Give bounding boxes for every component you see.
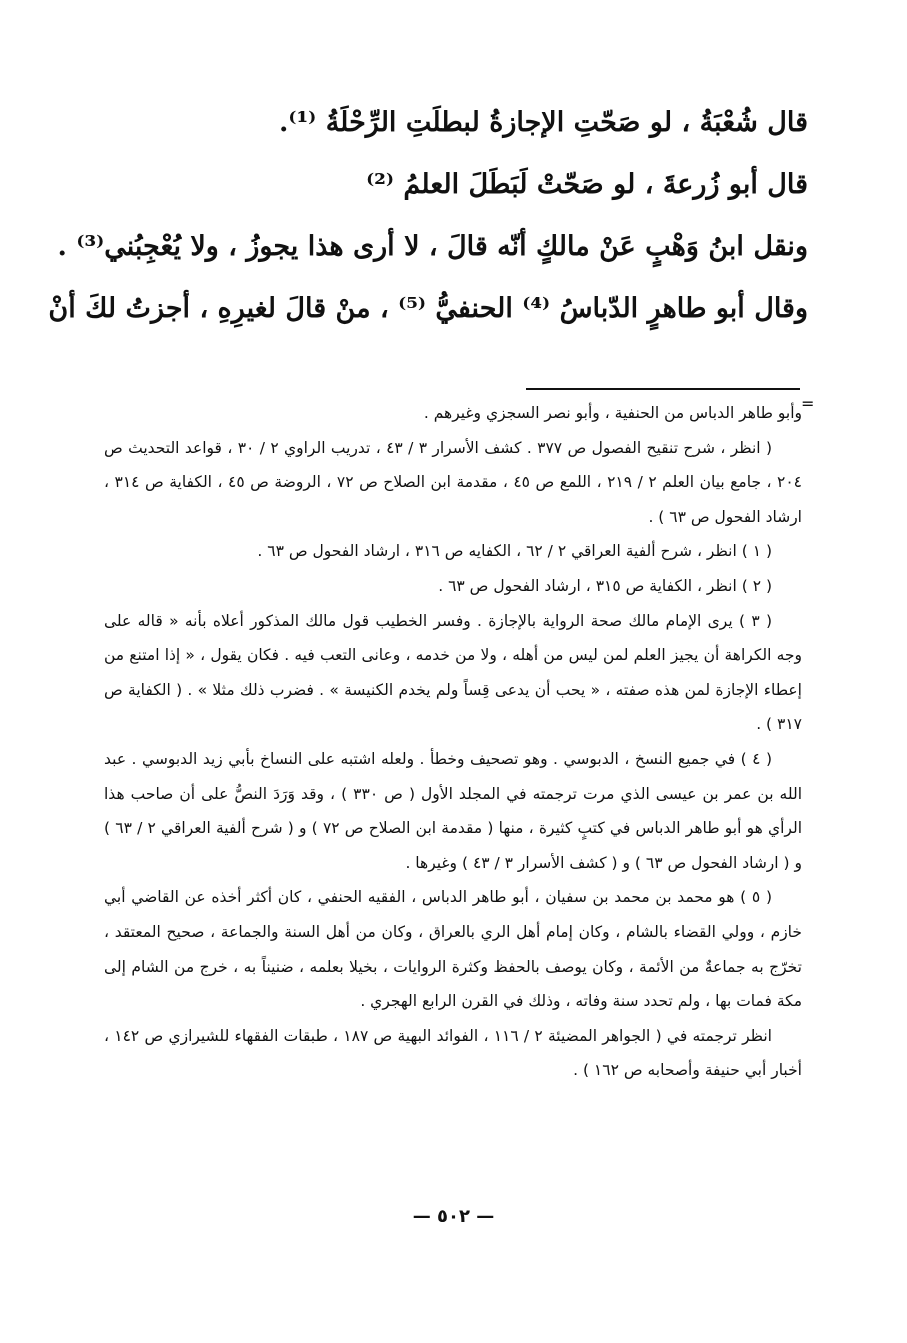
main-text-line: وقال أبو طاهرٍ الدّباسُ ⁽⁴⁾ الحنفيُّ ⁽⁵⁾ ، منْ قالَ لغيرِهِ ، أجزتُ لكَ أنْ	[48, 293, 808, 324]
footnote-1: ( ١ ) انظر ، شرح ألفية العراقي ٢ / ٦٢ ، الكفايه ص ٣١٦ ، ارشاد الفحول ص ٦٣ .	[257, 542, 772, 561]
main-text-line: ونقل ابنُ وَهْبٍ عَنْ مالكٍ أنّه قالَ ، لا أرى هذا يجوزُ ، ولا يُعْجِبُني⁽³⁾ .	[57, 231, 808, 262]
page-number: — ٥٠٢ —	[412, 1206, 495, 1227]
main-text-block	[48, 92, 808, 340]
footnote-3: ( ٣ ) يرى الإمام مالك صحة الرواية بالإجازة . وفسر الخطيب قول مالك المذكور أعلاه بأنه « قاله على وجه الكراهة أن يجيز العلم لمن ليس من أهله ، ولا من خدمه ، وعانى التعب فيه . فكان يقول ، « إذا امتنع من إعطاء الإجازة لمن هذه صفته ، « يحب أن يدعى قِساً ولم يخدم الكنيسة » . فضرب ذلك مثلا » . ( الكفاية ص ٣١٧ ) .	[104, 611, 802, 734]
footnote-continuation-mark: =	[801, 394, 815, 413]
footnote-references: ( انظر ، شرح تنقيح الفصول ص ٣٧٧ . كشف الأسرار ٣ / ٤٣ ، تدريب الراوي ٢ / ٣٠ ، قواعد التحديث ص ٢٠٤ ، جامع بيان العلم ٢ / ٢١٩ ، اللمع ص ٤٥ ، مقدمة ابن الصلاح ص ٧٢ ، الروضة ص ٤٥ ، الكفاية ص ٣١٤ ، ارشاد الفحول ص ٦٣ ) .	[104, 438, 803, 526]
footnote-5: ( ٥ ) هو محمد بن محمد بن سفيان ، أبو طاهر الدباس ، الفقيه الحنفي ، كان أكثر أخذه عن القاضي أبي خازم ، وولي القضاء بالشام ، وكان إمام أهل الري بالعراق ، وكان من أهل السنة والجماعة ، صحيح المعتقد ، تخرّج به جماعةٌ من الأئمة ، وكان يوصف بالحفظ وكثرة الروايات ، بخيلا بعلمه ، ضنيناً به ، خرج من الشام إلى مكة فمات بها ، ولم تحدد سنة وفاته ، وذلك في القرن الرابع الهجري .	[104, 888, 802, 1011]
footnote-2: ( ٢ ) انظر ، الكفاية ص ٣١٥ ، ارشاد الفحول ص ٦٣ .	[438, 576, 772, 595]
footnote-5-references: انظر ترجمته في ( الجواهر المضيئة ٢ / ١١٦ ، الفوائد البهية ص ١٨٧ ، طبقات الفقهاء للشيرازي ص ١٤٢ ، أخبار أبي حنيفة وأصحابه ص ١٦٢ ) .	[104, 1026, 802, 1080]
main-text-line: قال شُعْبَةُ ، لو صَحّتِ الإجازةُ لبطلَتِ الرِّحْلَةُ ⁽¹⁾.	[278, 107, 808, 138]
footnotes-block	[104, 396, 802, 1088]
footnote-4: ( ٤ ) في جميع النسخ ، الدبوسي . وهو تصحيف وخطأ . ولعله اشتبه على النساخ بأبي زيد الدبوسي . عبد الله بن عمر بن عيسى الذي مرت ترجمته في المجلد الأول ( ص ٣٣٠ ) ، وقد وَرَدَ النصُّ على أن صاحب هذا الرأي هو أبو طاهر الدباس في كتبٍ كثيرة ، منها ( مقدمة ابن الصلاح ص ٧٢ ) و ( شرح ألفية العراقي ٢ / ٦٣ ) و ( ارشاد الفحول ص ٦٣ ) و ( كشف الأسرار ٣ / ٤٣ ) وغيرها .	[104, 749, 803, 872]
footnote-separator-rule	[526, 388, 800, 390]
main-text-line: قال أبو زُرعةَ ، لو صَحّتْ لَبَطَلَ العلمُ ⁽²⁾	[366, 169, 808, 200]
footnote-continuation: وأبو طاهر الدباس من الحنفية ، وأبو نصر السجزي وغيرهم .	[423, 404, 802, 422]
